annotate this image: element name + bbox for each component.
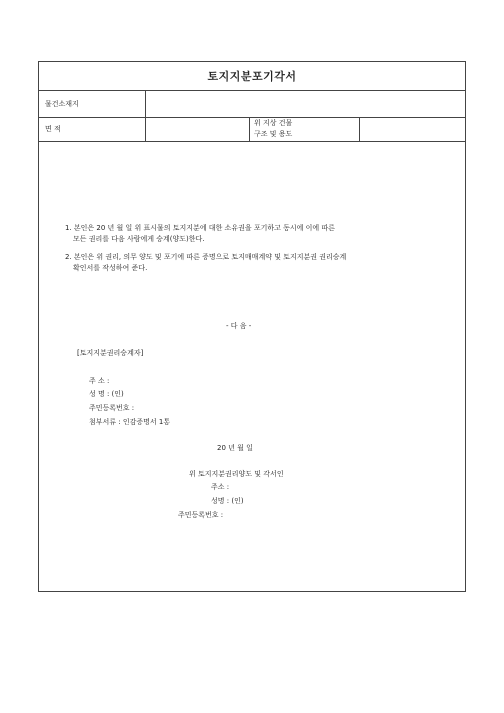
successor-address: 주 소 : bbox=[89, 377, 110, 385]
area-row bbox=[39, 117, 465, 142]
clause-2 bbox=[65, 252, 445, 274]
area-label: 면 적 bbox=[39, 117, 146, 141]
clause-2-line2: 확인서를 작성하여 준다. bbox=[73, 264, 148, 272]
clause-1 bbox=[65, 223, 445, 245]
attachment-line: 첨부서류 : 인감증명서 1통 bbox=[89, 418, 171, 426]
location-value bbox=[146, 90, 465, 117]
clause-2-line1: 2. 본인은 위 권리, 의무 양도 및 포기에 따른 증명으로 토지매매계약 및 토지지분권 권리승계 bbox=[65, 253, 347, 261]
clause-1-line2: 모든 권리를 다음 사람에게 승계(양도)한다. bbox=[73, 235, 205, 243]
da-eum-heading: - 다 음 - bbox=[226, 322, 252, 330]
building-label-line1: 위 지상 건물 bbox=[254, 119, 293, 127]
waiver-form bbox=[38, 61, 466, 592]
location-row bbox=[39, 90, 465, 118]
grantor-name: 성명 : (인) bbox=[211, 497, 244, 505]
date-line: 20 년 월 일 bbox=[217, 444, 253, 452]
location-label: 물건소재지 bbox=[39, 90, 146, 117]
area-value bbox=[146, 117, 250, 141]
title-row bbox=[39, 62, 465, 91]
successor-resident-no: 주민등록번호 : bbox=[89, 404, 135, 412]
building-label bbox=[250, 117, 360, 141]
successor-heading: [토지지분권리승계자] bbox=[77, 349, 144, 357]
building-value bbox=[360, 117, 465, 141]
grantor-resident-no: 주민등록번호 : bbox=[178, 511, 224, 519]
clause-1-line1: 1. 본인은 20 년 월 일 위 표시물의 토지지분에 대한 소유권을 포기하고 동시에 이에 따른 bbox=[65, 224, 335, 232]
successor-name: 성 명 : (인) bbox=[89, 390, 124, 398]
grantor-address: 주소 : bbox=[211, 483, 230, 491]
grantor-heading: 위 토지지분권리양도 및 각서인 bbox=[189, 470, 284, 478]
form-title: 토지지분포기각서 bbox=[207, 70, 297, 83]
building-label-line2: 구조 및 용도 bbox=[254, 130, 293, 138]
